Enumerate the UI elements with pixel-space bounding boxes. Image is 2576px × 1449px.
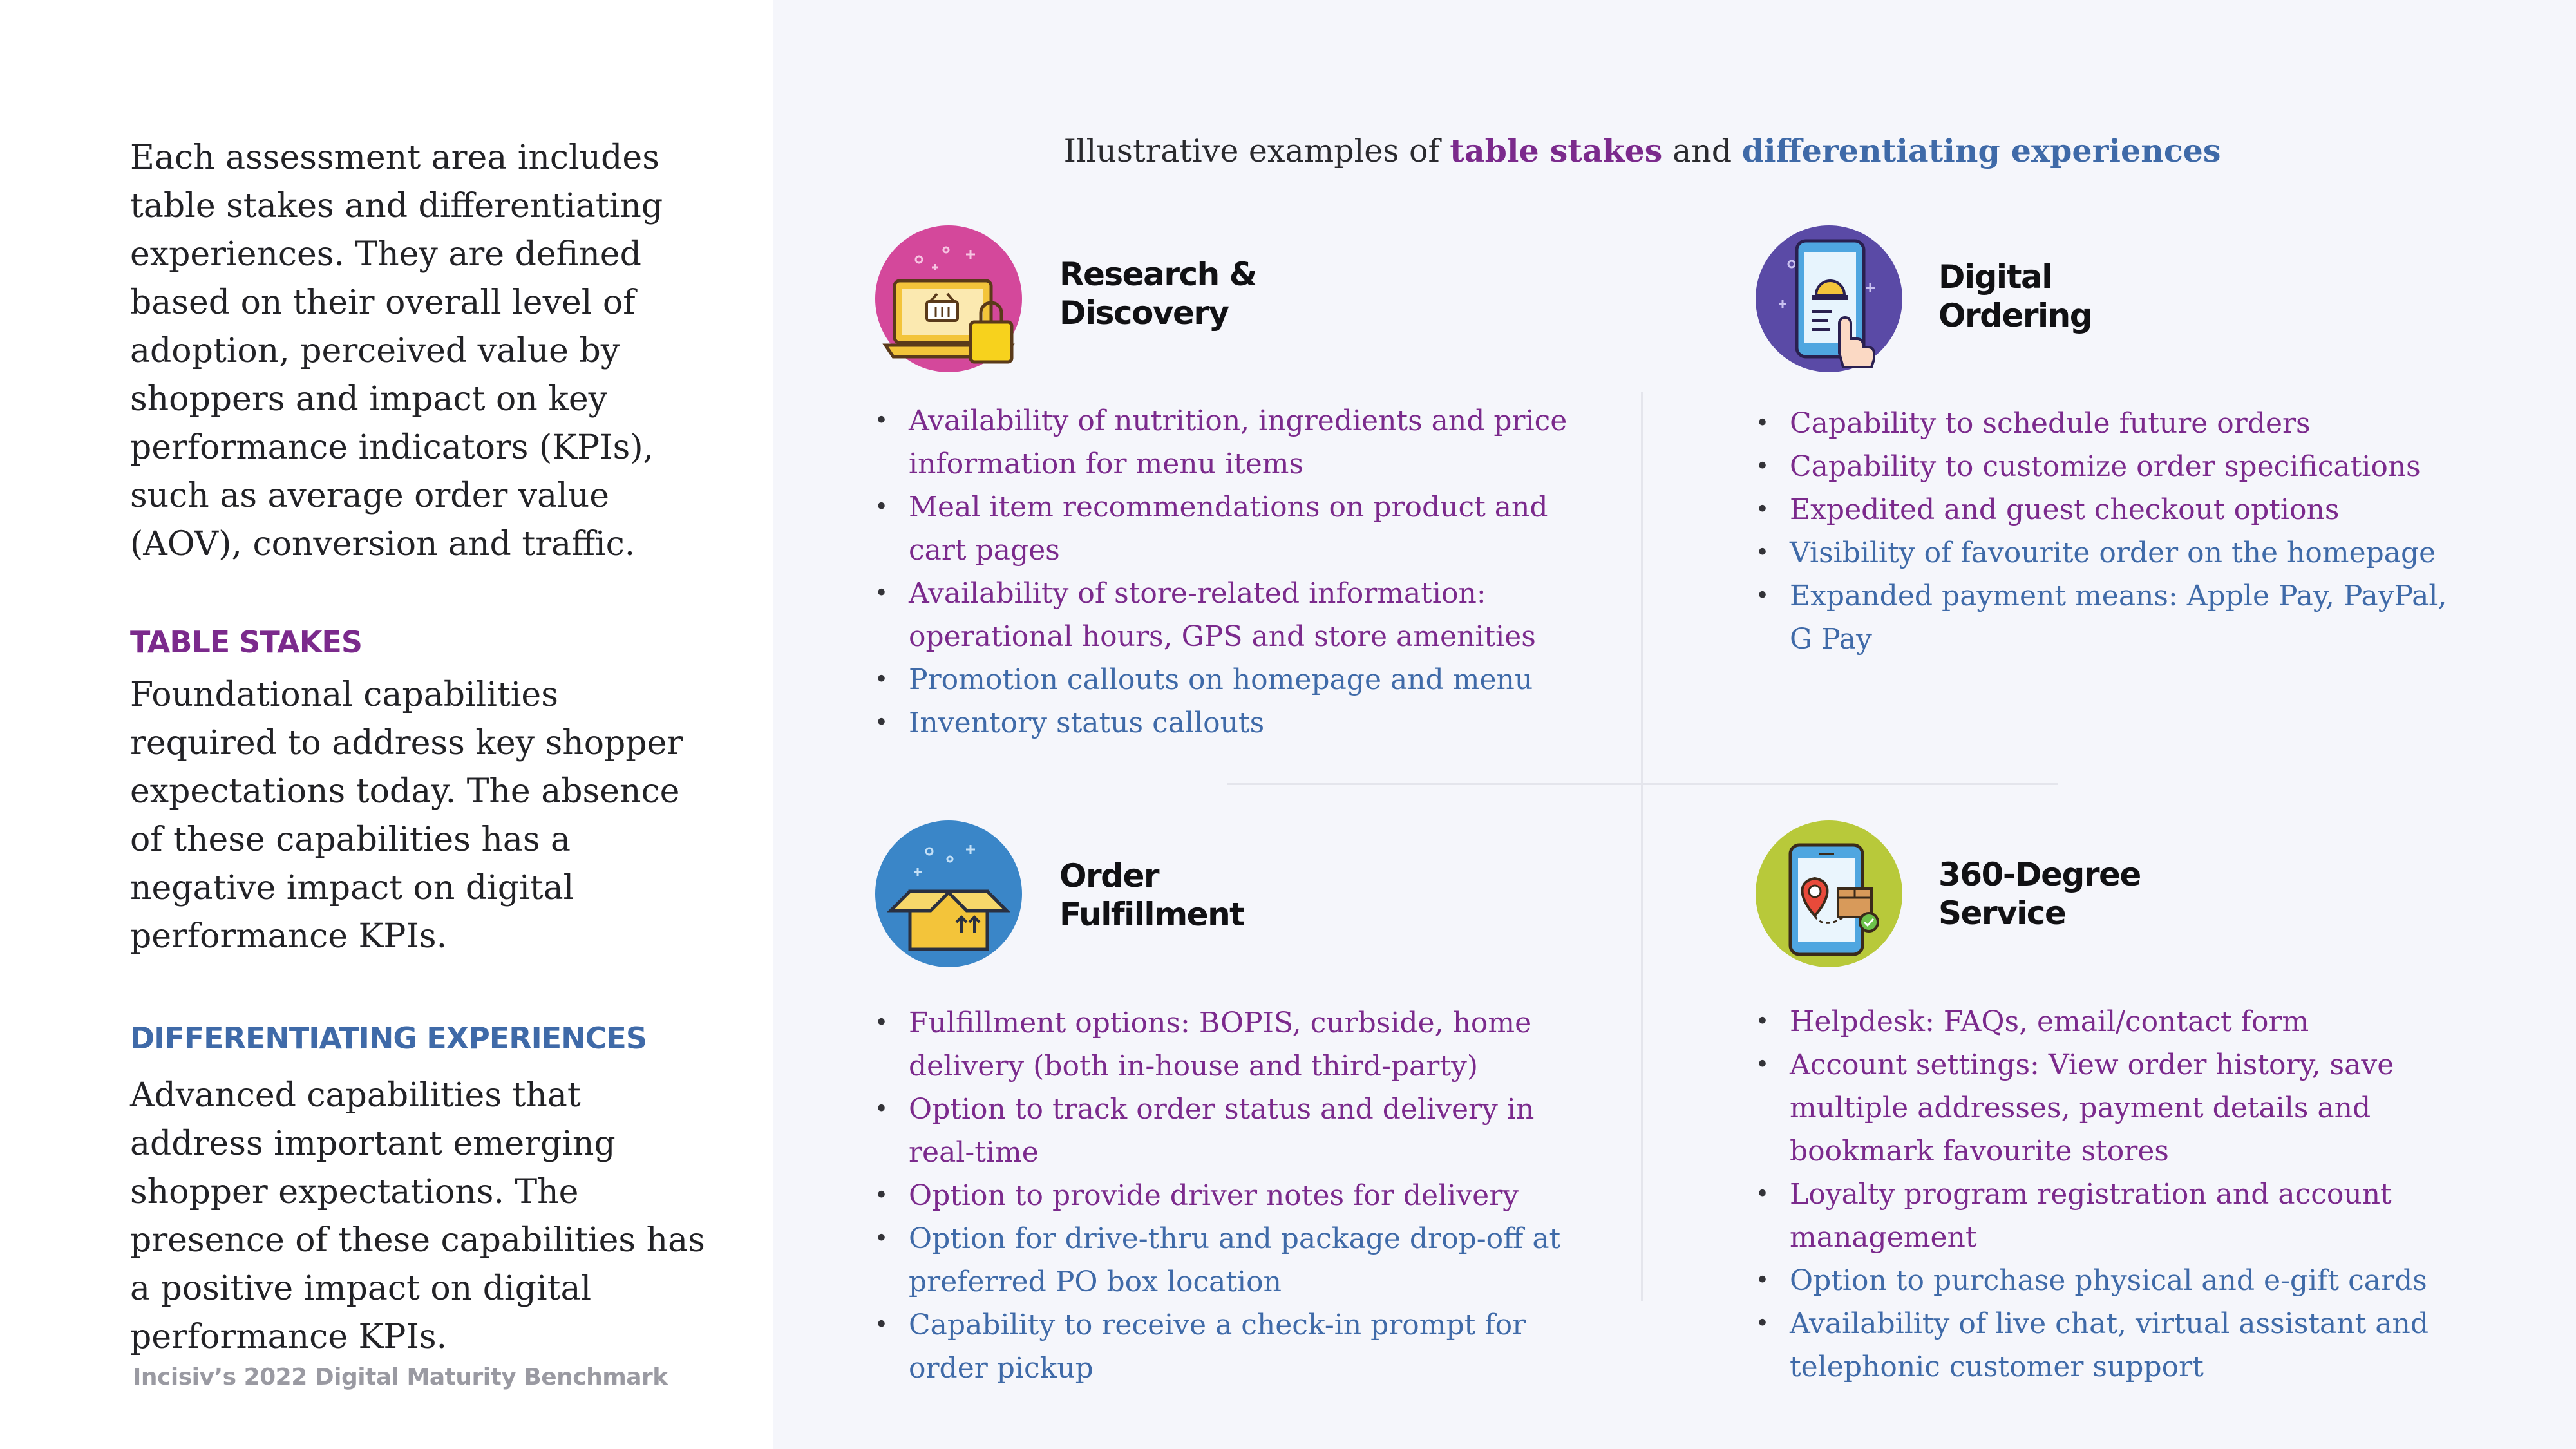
list-item: • Availability of live chat, virtual assistant and telephonic customer support [1756, 1302, 2477, 1388]
list-item: • Option to track order status and delivery in real-time [875, 1088, 1583, 1174]
list-item: • Inventory status callouts [875, 701, 1583, 744]
service-title-line1: 360-Degree [1938, 856, 2141, 893]
list-item: • Expedited and guest checkout options [1756, 488, 2477, 531]
list-item: • Availability of store-related information: operational hours, GPS and store amenities [875, 572, 1583, 658]
ordering-title-line1: Digital [1938, 258, 2052, 296]
service-title-line2: Service [1938, 895, 2066, 932]
service-title [1938, 855, 2209, 933]
examples-title [773, 132, 2512, 169]
fulfillment-title-line1: Order [1059, 857, 1159, 895]
phone-location-package-icon [1754, 819, 1904, 969]
title-differentiating: differentiating experiences [1741, 132, 2221, 169]
footer-source: Incisiv’s 2022 Digital Maturity Benchmark [133, 1364, 668, 1390]
list-item: • Helpdesk: FAQs, email/contact form [1756, 1000, 2477, 1043]
differentiating-description: Advanced capabilities that address important emerging shopper expectations. The presence of these capabilities has a positive impact on digital performance KPIs. [130, 1076, 705, 1356]
research-title-line2: Discovery [1059, 294, 1229, 332]
research-discovery-title [1059, 255, 1330, 332]
ordering-items-list [1756, 402, 2477, 661]
list-item: • Capability to customize order specifications [1756, 445, 2477, 488]
open-box-icon [874, 819, 1023, 969]
list-item: • Option for drive-thru and package drop-off at preferred PO box location [875, 1217, 1583, 1303]
list-item: • Capability to schedule future orders [1756, 402, 2477, 445]
list-item: • Promotion callouts on homepage and menu [875, 658, 1583, 701]
list-item: • Expanded payment means: Apple Pay, PayPal, G Pay [1756, 574, 2477, 661]
list-item: • Availability of nutrition, ingredients and price information for menu items [875, 399, 1583, 486]
differentiating-heading: DIFFERENTIATING EXPERIENCES [130, 1021, 647, 1056]
fulfillment-items-list [875, 1001, 1583, 1390]
research-title-line1: Research & [1059, 256, 1256, 293]
title-and: and [1662, 133, 1742, 169]
service-items-list [1756, 1000, 2477, 1388]
list-item: • Visibility of favourite order on the homepage [1756, 531, 2477, 574]
horizontal-divider [1227, 783, 2058, 785]
list-item: • Loyalty program registration and account management [1756, 1173, 2477, 1259]
title-prefix: Illustrative examples of [1063, 133, 1450, 169]
order-fulfillment-title [1059, 857, 1330, 934]
intro-paragraph: Each assessment area includes table stakes and differentiating experiences. They are defined based on their overall level of adoption, perceived value by shoppers and impact on key performance indicators (KPIs), such as average order value (AOV), conversion and traffic. [130, 138, 663, 564]
ordering-title-line2: Ordering [1938, 297, 2092, 334]
fulfillment-title-line2: Fulfillment [1059, 896, 1244, 933]
list-item: • Fulfillment options: BOPIS, curbside, home delivery (both in-house and third-party) [875, 1001, 1583, 1088]
digital-ordering-title [1938, 258, 2209, 335]
left-panel [0, 0, 773, 1449]
list-item: • Option to purchase physical and e-gift cards [1756, 1259, 2477, 1302]
list-item: • Capability to receive a check-in prompt for order pickup [875, 1303, 1583, 1390]
table-stakes-description: Foundational capabilities required to address key shopper expectations today. The absence of these capabilities has a negative impact on digital performance KPIs. [130, 676, 683, 956]
table-stakes-heading: TABLE STAKES [130, 625, 362, 659]
list-item: • Account settings: View order history, save multiple addresses, payment details and bookmark favourite stores [1756, 1043, 2477, 1173]
list-item: • Option to provide driver notes for delivery [875, 1174, 1583, 1217]
title-table-stakes: table stakes [1450, 132, 1663, 169]
research-items-list [875, 399, 1583, 744]
phone-tap-ordering-icon [1754, 224, 1904, 374]
list-item: • Meal item recommendations on product and cart pages [875, 486, 1583, 572]
vertical-divider [1641, 392, 1643, 1301]
laptop-shopping-basket-icon [874, 224, 1023, 374]
